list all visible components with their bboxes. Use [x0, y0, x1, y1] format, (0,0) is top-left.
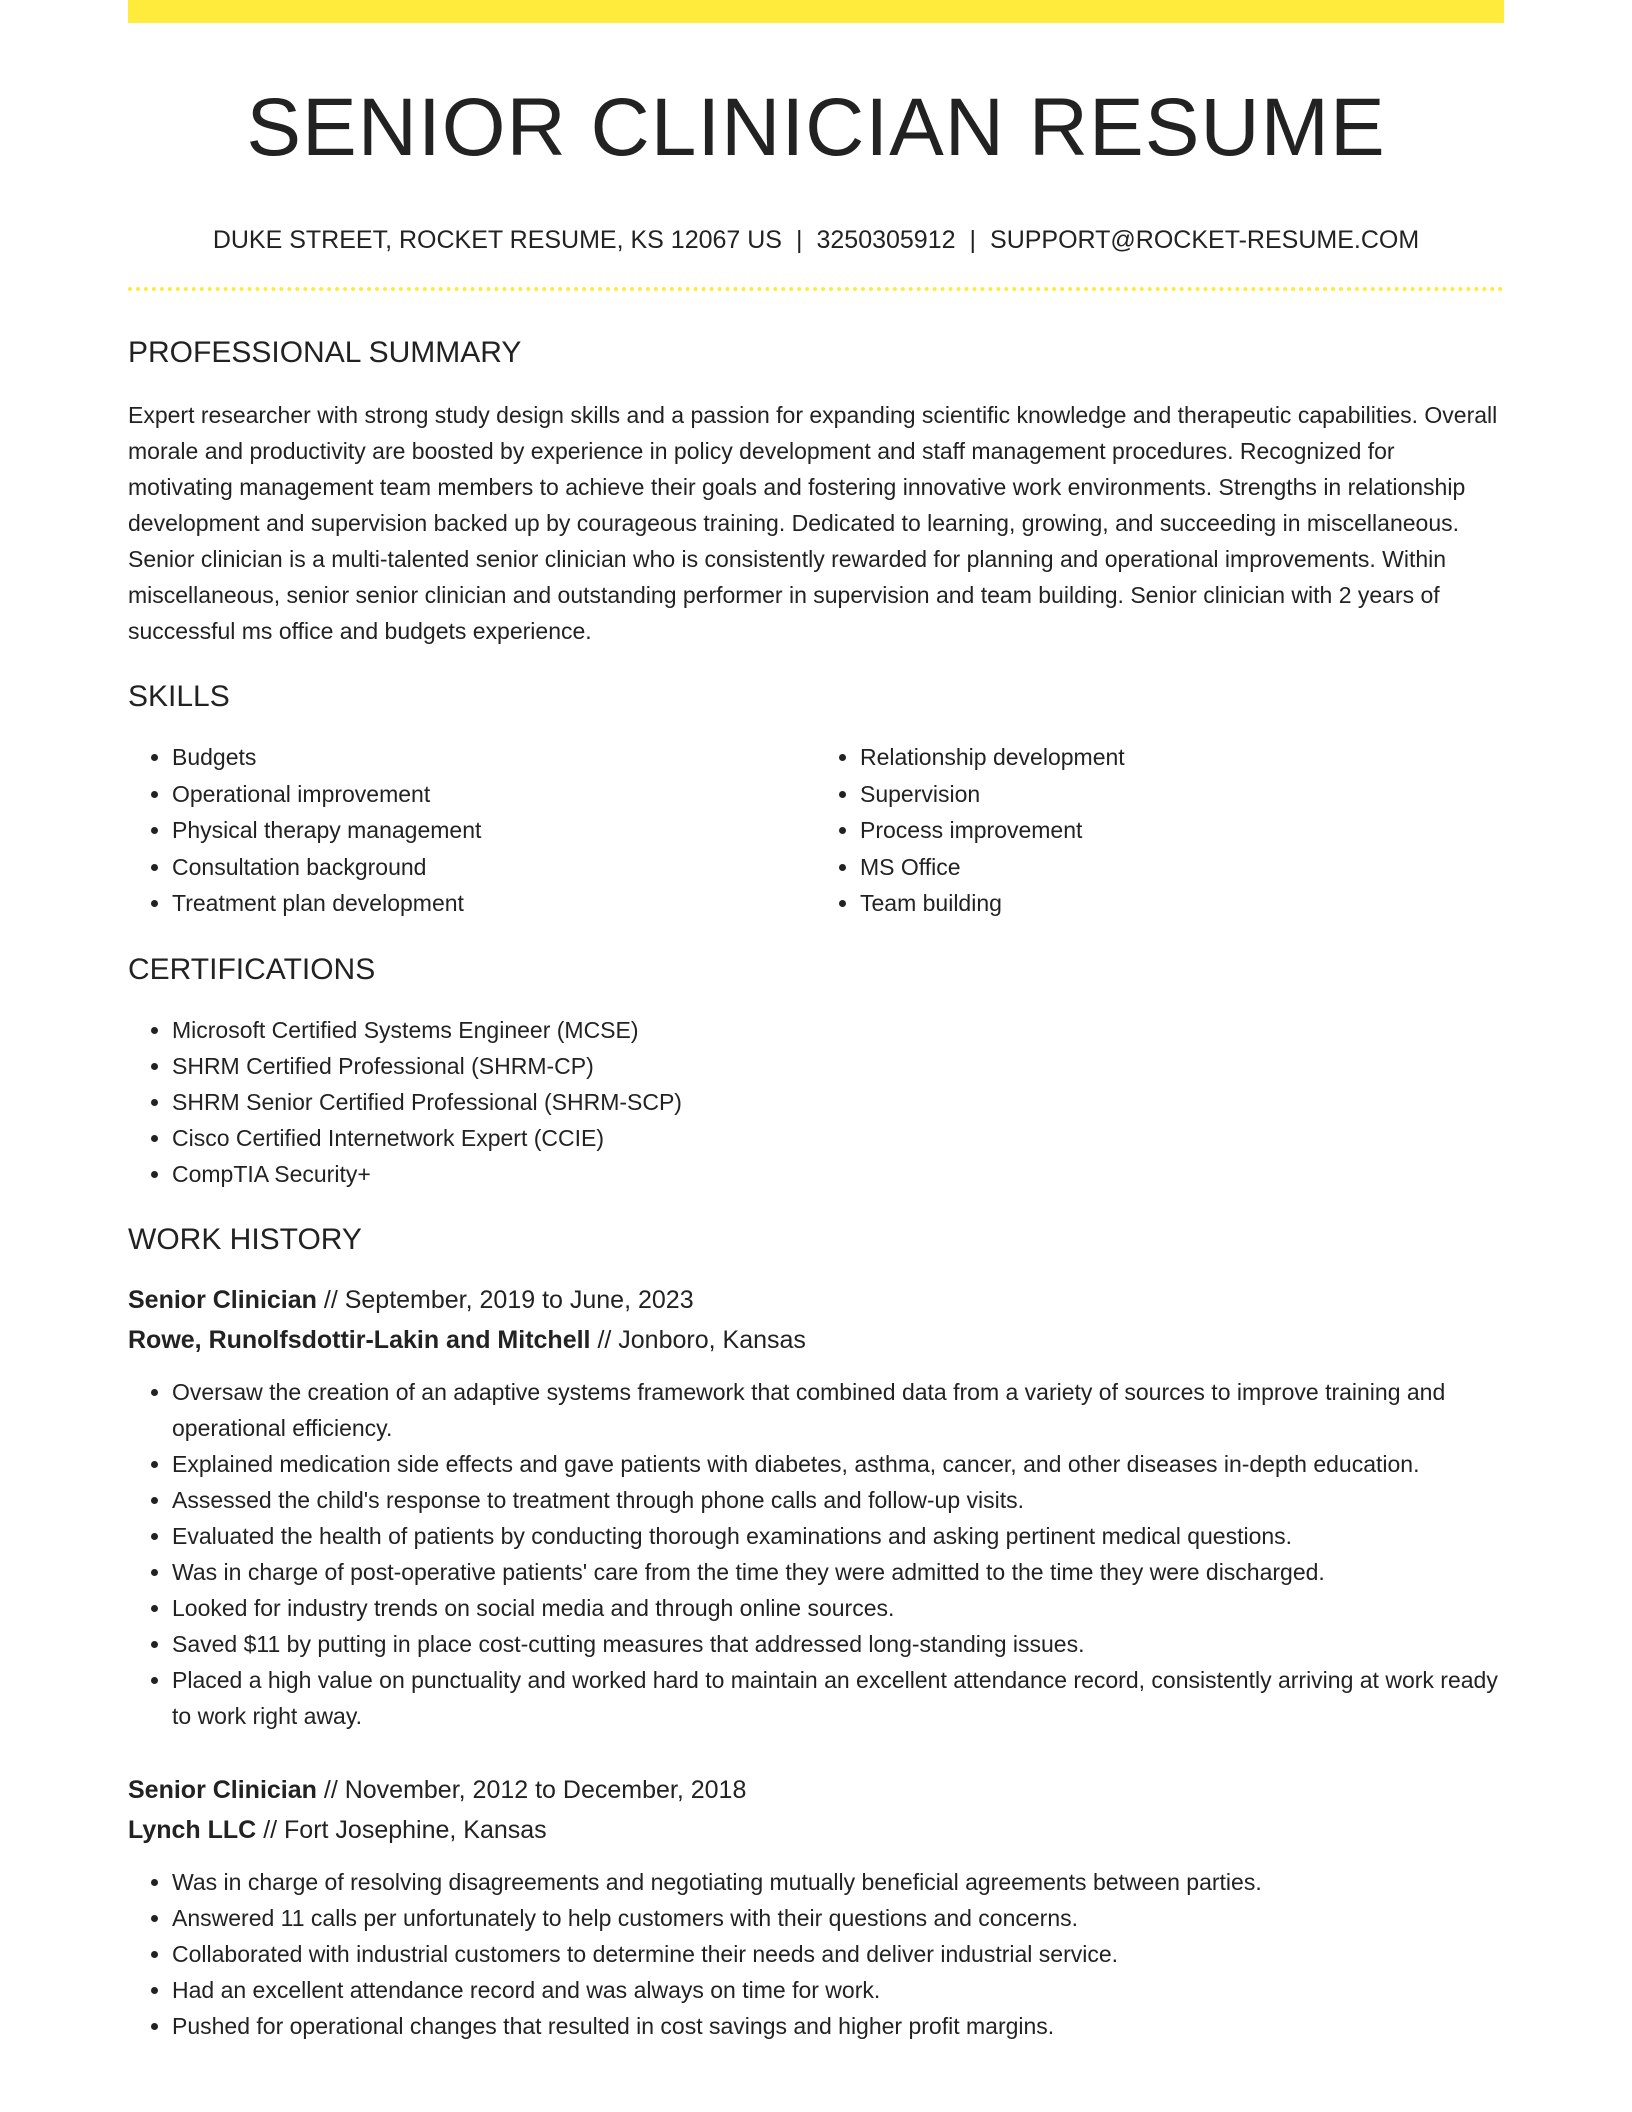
summary-heading: PROFESSIONAL SUMMARY	[128, 336, 522, 370]
job-bullet: • Had an excellent attendance record and was always on time for work.	[172, 1972, 1504, 2008]
contact-separator: |	[795, 226, 803, 255]
skill-item: • Budgets	[172, 739, 816, 776]
dotted-divider	[128, 287, 1504, 291]
job-title-line	[128, 1280, 1504, 1320]
contact-separator: |	[969, 226, 977, 255]
job-dates: // November, 2012 to December, 2018	[316, 1775, 747, 1804]
skill-item: • Relationship development	[860, 739, 1504, 776]
skills-heading: SKILLS	[128, 680, 230, 714]
job-bullet: • Answered 11 calls per unfortunately to help customers with their questions and concerns.	[172, 1900, 1504, 1936]
job-bullet: • Evaluated the health of patients by conducting thorough examinations and asking pertinent medical questions.	[172, 1518, 1504, 1554]
skill-item: • MS Office	[860, 849, 1504, 886]
job-dates: // September, 2019 to June, 2023	[316, 1285, 694, 1314]
skill-item: • Physical therapy management	[172, 812, 816, 849]
job-bullet: • Placed a high value on punctuality and worked hard to maintain an excellent attendance record, consistently arriving at work ready to work right away.	[172, 1662, 1504, 1734]
contact-line	[128, 225, 1504, 255]
skill-item: • Treatment plan development	[172, 885, 816, 922]
job-bullet: • Pushed for operational changes that resulted in cost savings and higher profit margins.	[172, 2008, 1504, 2044]
job-bullet: • Was in charge of post-operative patients' care from the time they were admitted to the time they were discharged.	[172, 1554, 1504, 1590]
job-bullet: • Assessed the child's response to treatment through phone calls and follow-up visits.	[172, 1482, 1504, 1518]
job-bullets	[128, 1864, 1504, 2044]
skill-item: • Supervision	[860, 776, 1504, 813]
certification-item: • SHRM Senior Certified Professional (SHRM-SCP)	[172, 1084, 1504, 1120]
certifications-heading: CERTIFICATIONS	[128, 952, 376, 986]
job-bullets	[128, 1374, 1504, 1734]
job-company: Lynch LLC	[128, 1815, 257, 1844]
job-bullet: • Looked for industry trends on social media and through online sources.	[172, 1590, 1504, 1626]
job-bullet: • Was in charge of resolving disagreements and negotiating mutually beneficial agreements between parties.	[172, 1864, 1504, 1900]
job-company-line	[128, 1810, 1504, 1850]
skill-item: • Team building	[860, 885, 1504, 922]
job-bullet: • Explained medication side effects and gave patients with diabetes, asthma, cancer, and other diseases in-depth education.	[172, 1446, 1504, 1482]
job-title: Senior Clinician	[128, 1285, 317, 1314]
job-bullet: • Saved $11 by putting in place cost-cutting measures that addressed long-standing issues.	[172, 1626, 1504, 1662]
skills-right-list	[816, 739, 1504, 922]
skill-item: • Operational improvement	[172, 776, 816, 813]
job-bullet: • Oversaw the creation of an adaptive systems framework that combined data from a variety of sources to improve training and operational efficiency.	[172, 1374, 1504, 1446]
skill-item: • Consultation background	[172, 849, 816, 886]
work-history-heading: WORK HISTORY	[128, 1222, 362, 1256]
accent-top-bar	[128, 0, 1504, 23]
contact-address: DUKE STREET, ROCKET RESUME, KS 12067 US	[212, 226, 782, 255]
job-title-line	[128, 1770, 1504, 1810]
certification-item: • CompTIA Security+	[172, 1156, 1504, 1192]
page-title: SENIOR CLINICIAN RESUME	[246, 82, 1386, 173]
job-location: // Jonboro, Kansas	[590, 1325, 806, 1354]
job-location: // Fort Josephine, Kansas	[256, 1815, 547, 1844]
skills-grid	[128, 739, 1504, 922]
job-company-line	[128, 1320, 1504, 1360]
job-company: Rowe, Runolfsdottir-Lakin and Mitchell	[128, 1325, 591, 1354]
job-title: Senior Clinician	[128, 1775, 317, 1804]
certification-item: • Microsoft Certified Systems Engineer (MCSE)	[172, 1012, 1504, 1048]
certification-item: • Cisco Certified Internetwork Expert (CCIE)	[172, 1120, 1504, 1156]
summary-text: Expert researcher with strong study design skills and a passion for expanding scientific knowledge and therapeutic capabilities. Overall morale and productivity are boosted by experience in policy development and staff management procedures. Recognized for motivating management team members to achieve their goals and fostering innovative work environments. Strengths in relationship development and supervision backed up by courageous training. Dedicated to learning, growing, and succeeding in miscellaneous. Senior clinician is a multi-talented senior clinician who is consistently rewarded for planning and operational improvements. Within miscellaneous, senior senior clinician and outstanding performer in supervision and team building. Senior clinician with 2 years of successful ms office and budgets experience.	[128, 402, 1498, 645]
skill-item: • Process improvement	[860, 812, 1504, 849]
job-bullet: • Collaborated with industrial customers to determine their needs and deliver industrial service.	[172, 1936, 1504, 1972]
contact-phone: 3250305912	[816, 226, 956, 255]
contact-email[interactable]: SUPPORT@ROCKET-RESUME.COM	[990, 226, 1420, 255]
certification-item: • SHRM Certified Professional (SHRM-CP)	[172, 1048, 1504, 1084]
skills-left-list	[128, 739, 816, 922]
resume-page	[128, 0, 1504, 2044]
certifications-list	[128, 1012, 1504, 1192]
